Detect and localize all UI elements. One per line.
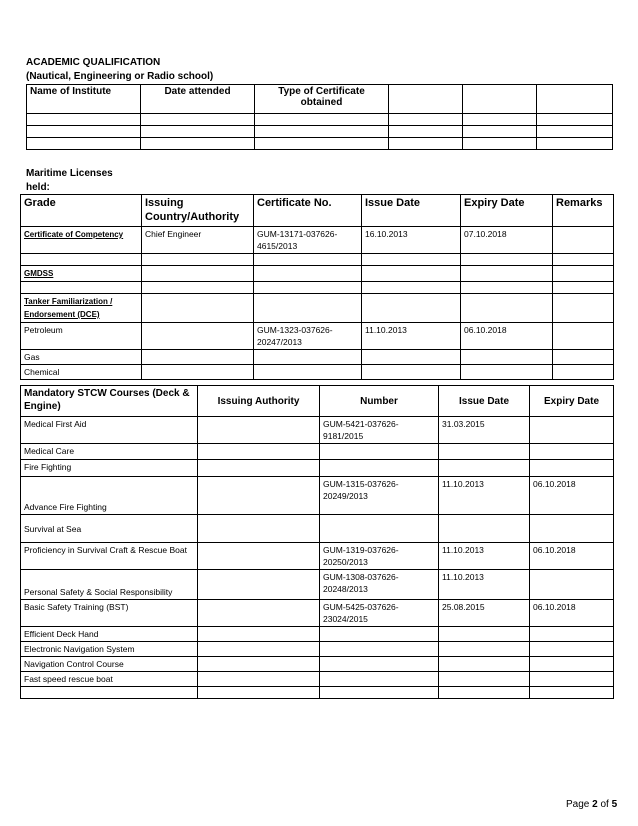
maritime-cert: GUM-13171-037626-4615/2013 — [254, 227, 362, 254]
maritime-header-row — [21, 195, 614, 227]
stcw-expiry — [530, 657, 614, 672]
maritime-title-line1: Maritime Licenses — [26, 168, 113, 179]
stcw-course: Survival at Sea — [21, 515, 198, 543]
maritime-header-expiry: Expiry Date — [461, 195, 553, 227]
table-row — [21, 444, 614, 460]
maritime-header-remarks: Remarks — [553, 195, 614, 227]
academic-cell — [389, 85, 463, 114]
maritime-grade — [21, 266, 142, 282]
stcw-expiry — [530, 417, 614, 444]
academic-cell — [141, 126, 255, 138]
academic-cell — [463, 85, 537, 114]
maritime-expiry — [461, 365, 553, 380]
stcw-header-course: Mandatory STCW Courses (Deck & Engine) — [21, 386, 198, 417]
stcw-header-issue: Issue Date — [439, 386, 530, 417]
academic-cell — [27, 126, 141, 138]
stcw-course: Efficient Deck Hand — [21, 627, 198, 642]
stcw-course: Advance Fire Fighting — [21, 477, 198, 515]
stcw-issue — [439, 642, 530, 657]
maritime-authority: Chief Engineer — [142, 227, 254, 254]
maritime-issue — [362, 365, 461, 380]
stcw-authority — [198, 600, 320, 627]
table-row — [21, 543, 614, 570]
maritime-grade-text: GMDSS — [24, 269, 54, 278]
maritime-grade: Gas — [21, 350, 142, 365]
academic-cell — [463, 126, 537, 138]
maritime-expiry: 07.10.2018 — [461, 227, 553, 254]
stcw-number: GUM-5425-037626-23024/2015 — [320, 600, 439, 627]
table-row — [21, 294, 614, 323]
academic-cell — [463, 138, 537, 150]
maritime-grade: Chemical — [21, 365, 142, 380]
maritime-table — [20, 194, 614, 380]
maritime-remarks — [553, 365, 614, 380]
academic-cell — [27, 114, 141, 126]
stcw-authority — [198, 417, 320, 444]
table-row — [21, 657, 614, 672]
stcw-issue — [439, 687, 530, 699]
maritime-expiry — [461, 350, 553, 365]
stcw-header-authority: Issuing Authority — [198, 386, 320, 417]
academic-table — [26, 84, 613, 150]
maritime-cert — [254, 282, 362, 294]
maritime-issue — [362, 282, 461, 294]
table-row — [21, 350, 614, 365]
maritime-remarks — [553, 282, 614, 294]
maritime-grade — [21, 227, 142, 254]
maritime-authority — [142, 254, 254, 266]
maritime-remarks — [553, 323, 614, 350]
stcw-issue — [439, 627, 530, 642]
stcw-authority — [198, 460, 320, 477]
stcw-course: Personal Safety & Social Responsibility — [21, 570, 198, 600]
stcw-authority — [198, 515, 320, 543]
table-row — [21, 600, 614, 627]
maritime-cert — [254, 350, 362, 365]
stcw-authority — [198, 570, 320, 600]
table-row — [21, 627, 614, 642]
stcw-number — [320, 444, 439, 460]
maritime-grade-text: Tanker Familiarization / Endorsement (DCE) — [24, 297, 113, 319]
maritime-issue: 16.10.2013 — [362, 227, 461, 254]
stcw-number — [320, 627, 439, 642]
academic-cell — [537, 138, 613, 150]
academic-cell — [389, 126, 463, 138]
maritime-grade — [21, 254, 142, 266]
stcw-expiry — [530, 444, 614, 460]
stcw-authority — [198, 444, 320, 460]
maritime-authority — [142, 266, 254, 282]
table-row — [21, 687, 614, 699]
page-current: 2 — [592, 799, 598, 810]
maritime-header-authority: Issuing Country/Authority — [142, 195, 254, 227]
academic-cell — [463, 114, 537, 126]
stcw-issue — [439, 515, 530, 543]
maritime-authority — [142, 294, 254, 323]
table-row — [27, 114, 613, 126]
maritime-remarks — [553, 294, 614, 323]
stcw-course: Navigation Control Course — [21, 657, 198, 672]
maritime-header-cert: Certificate No. — [254, 195, 362, 227]
table-row — [21, 417, 614, 444]
table-row — [21, 642, 614, 657]
academic-cell — [389, 138, 463, 150]
stcw-issue: 25.08.2015 — [439, 600, 530, 627]
maritime-expiry — [461, 254, 553, 266]
maritime-grade: Petroleum — [21, 323, 142, 350]
stcw-header-number: Number — [320, 386, 439, 417]
stcw-course: Basic Safety Training (BST) — [21, 600, 198, 627]
maritime-authority — [142, 350, 254, 365]
stcw-expiry — [530, 672, 614, 687]
table-row — [21, 323, 614, 350]
academic-cell — [537, 126, 613, 138]
maritime-issue — [362, 350, 461, 365]
page-total: 5 — [611, 799, 618, 810]
page-word: Page — [566, 799, 590, 810]
stcw-number — [320, 687, 439, 699]
maritime-expiry — [461, 282, 553, 294]
table-row — [21, 460, 614, 477]
table-row — [21, 282, 614, 294]
maritime-title-line2: held: — [26, 182, 50, 193]
stcw-number: GUM-5421-037626-9181/2015 — [320, 417, 439, 444]
stcw-issue — [439, 657, 530, 672]
stcw-course: Medical First Aid — [21, 417, 198, 444]
stcw-authority — [198, 627, 320, 642]
maritime-cert: GUM-1323-037626-20247/2013 — [254, 323, 362, 350]
stcw-number — [320, 657, 439, 672]
maritime-expiry — [461, 266, 553, 282]
page-of-word: of — [600, 799, 609, 810]
academic-cell — [389, 114, 463, 126]
academic-cell — [255, 126, 389, 138]
maritime-remarks — [553, 266, 614, 282]
stcw-table — [20, 385, 614, 699]
maritime-cert — [254, 365, 362, 380]
maritime-expiry: 06.10.2018 — [461, 323, 553, 350]
table-row — [21, 477, 614, 515]
maritime-remarks — [553, 227, 614, 254]
maritime-issue: 11.10.2013 — [362, 323, 461, 350]
maritime-header-grade: Grade — [21, 195, 142, 227]
table-row — [27, 126, 613, 138]
stcw-header-row — [21, 386, 614, 417]
stcw-number: GUM-1319-037626-20250/2013 — [320, 543, 439, 570]
academic-cell — [537, 114, 613, 126]
maritime-header-issue: Issue Date — [362, 195, 461, 227]
stcw-course: Electronic Navigation System — [21, 642, 198, 657]
stcw-number — [320, 515, 439, 543]
stcw-issue: 11.10.2013 — [439, 570, 530, 600]
academic-cell — [141, 114, 255, 126]
maritime-issue — [362, 266, 461, 282]
stcw-issue: 11.10.2013 — [439, 543, 530, 570]
academic-header-institute: Name of Institute — [27, 85, 141, 114]
stcw-issue — [439, 444, 530, 460]
stcw-authority — [198, 642, 320, 657]
stcw-expiry: 06.10.2018 — [530, 543, 614, 570]
page-number — [566, 799, 617, 810]
stcw-expiry — [530, 460, 614, 477]
maritime-authority — [142, 365, 254, 380]
table-row — [21, 570, 614, 600]
maritime-remarks — [553, 350, 614, 365]
academic-title: ACADEMIC QUALIFICATION — [26, 57, 161, 68]
stcw-expiry — [530, 642, 614, 657]
table-row — [21, 227, 614, 254]
stcw-course: Fire Fighting — [21, 460, 198, 477]
table-row — [21, 672, 614, 687]
academic-cell — [255, 138, 389, 150]
maritime-cert — [254, 254, 362, 266]
stcw-number: GUM-1308-037626-20248/2013 — [320, 570, 439, 600]
stcw-header-expiry: Expiry Date — [530, 386, 614, 417]
maritime-authority — [142, 323, 254, 350]
stcw-authority — [198, 543, 320, 570]
stcw-expiry — [530, 627, 614, 642]
maritime-grade — [21, 294, 142, 323]
table-row — [21, 266, 614, 282]
academic-cell — [27, 138, 141, 150]
maritime-grade-text: Certificate of Competency — [24, 230, 124, 239]
stcw-authority — [198, 687, 320, 699]
stcw-authority — [198, 477, 320, 515]
stcw-authority — [198, 657, 320, 672]
stcw-course: Medical Care — [21, 444, 198, 460]
stcw-course: Fast speed rescue boat — [21, 672, 198, 687]
maritime-issue — [362, 254, 461, 266]
academic-header-date: Date attended — [141, 85, 255, 114]
academic-header-certificate: Type of Certificate obtained — [255, 85, 389, 114]
stcw-issue: 11.10.2013 — [439, 477, 530, 515]
maritime-issue — [362, 294, 461, 323]
stcw-issue: 31.03.2015 — [439, 417, 530, 444]
stcw-number: GUM-1315-037626-20249/2013 — [320, 477, 439, 515]
maritime-authority — [142, 282, 254, 294]
academic-header-row — [27, 85, 613, 114]
stcw-issue — [439, 460, 530, 477]
table-row — [21, 515, 614, 543]
stcw-expiry — [530, 515, 614, 543]
stcw-course — [21, 687, 198, 699]
stcw-number — [320, 672, 439, 687]
academic-cell — [255, 114, 389, 126]
stcw-authority — [198, 672, 320, 687]
stcw-number — [320, 460, 439, 477]
stcw-issue — [439, 672, 530, 687]
stcw-expiry — [530, 570, 614, 600]
academic-subtitle: (Nautical, Engineering or Radio school) — [26, 71, 214, 82]
stcw-expiry: 06.10.2018 — [530, 477, 614, 515]
maritime-expiry — [461, 294, 553, 323]
maritime-cert — [254, 294, 362, 323]
maritime-cert — [254, 266, 362, 282]
stcw-expiry: 06.10.2018 — [530, 600, 614, 627]
table-row — [21, 365, 614, 380]
maritime-grade — [21, 282, 142, 294]
academic-cell — [141, 138, 255, 150]
stcw-expiry — [530, 687, 614, 699]
stcw-number — [320, 642, 439, 657]
stcw-course: Proficiency in Survival Craft & Rescue Boat — [21, 543, 198, 570]
table-row — [27, 138, 613, 150]
table-row — [21, 254, 614, 266]
maritime-remarks — [553, 254, 614, 266]
academic-cell — [537, 85, 613, 114]
